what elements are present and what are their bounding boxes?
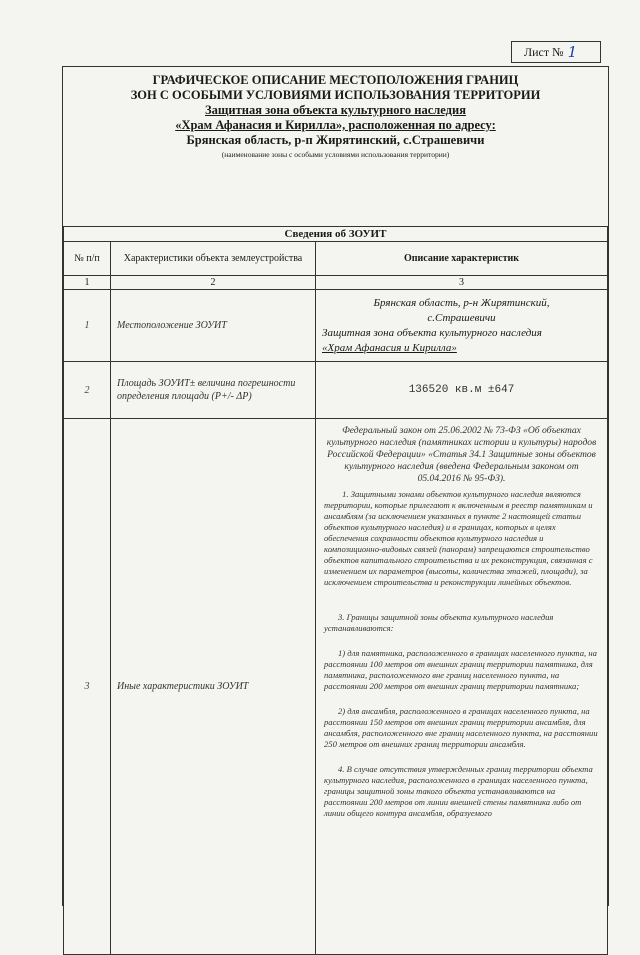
section-title: Сведения об ЗОУИТ xyxy=(64,227,608,242)
table-row xyxy=(64,419,608,955)
table-row xyxy=(64,362,608,419)
location-line-1: Брянская область, р-н Жирятинский, xyxy=(373,296,550,309)
sheet-number-box xyxy=(511,41,601,63)
paragraph-3: 3. Границы защитной зоны объекта культурного наследия устанавливаются: xyxy=(324,612,554,633)
col-header-characteristic: Характеристики объекта землеустройства xyxy=(111,242,316,276)
zouit-table xyxy=(63,226,608,955)
area-value: 136520 кв.м ±647 xyxy=(316,362,608,419)
col-number-1: 1 xyxy=(64,276,111,290)
row-number: 2 xyxy=(64,362,111,419)
row-number: 3 xyxy=(64,419,111,955)
location-line-2: с.Страшевичи xyxy=(427,311,496,324)
row-characteristic: Иные характеристики ЗОУИТ xyxy=(111,419,316,955)
paragraph-3-1: 1) для памятника, расположенного в границах населенного пункта, на расстоянии 100 метров от внешних границ территории памятника, для памятника, расположенного вне границ населенного пункта, на расстоянии 200 метров от внешних границ территории памятника; xyxy=(324,648,597,691)
col-number-3: 3 xyxy=(316,276,608,290)
location-line-4: «Храм Афанасия и Кирилла» xyxy=(322,341,457,354)
sheet-number: 1 xyxy=(567,43,578,61)
paragraph-3-2: 2) для ансамбля, расположенного в границах населенного пункта, на расстоянии 150 метров от внешних границ территории ансамбля, для ансамбля, расположенного вне границ населенного пункта, на расстоянии 250 метров от внешних границ территории ансамбля. xyxy=(324,706,598,749)
row-description xyxy=(316,290,608,362)
paragraph-1: территории, которые прилегают к включенным в реестр памятникам и ансамблям (за исключением указанных в пункте 2 настоящей статьи объектов культурного наследия) и в границах, которых в целях обеспечения сохранности объектов культурного наследия и композиционно-видовых связей (панорам) запрещаются строительство объектов капитального строительства и их реконструкция, связанная с изменением их параметров (высоты, количества этажей, площади), за исключением строительства и реконструкции линейных объектов. xyxy=(324,500,593,587)
col-header-description: Описание характеристик xyxy=(316,242,608,276)
paragraph-1-head: 1. Защитными зонами объектов культурного наследия являются xyxy=(342,489,581,499)
location-line-3: Защитная зона объекта культурного наследия xyxy=(322,326,542,339)
header-line-2: ЗОН С ОСОБЫМИ УСЛОВИЯМИ ИСПОЛЬЗОВАНИЯ ТЕРРИТОРИИ xyxy=(130,88,541,102)
paragraph-4: 4. В случае отсутствия утвержденных границ территории объекта культурного наследия, расположенного в границах населенного пункта, границы защитной зоны такого объекта устанавливаются на расстоянии 200 метров от линии внешней стены памятника либо от линии общего контура ансамбля, образуемого xyxy=(324,764,593,818)
table-row xyxy=(64,290,608,362)
sheet-label: Лист № xyxy=(524,44,564,59)
law-title: Федеральный закон от 25.06.2002 № 73-ФЗ «Об объектах культурного наследия (памятниках истории и культуры) народов Российской Федерации» «Статья 34.1 Защитные зоны объектов культурного наследия (введена Федеральным законом от 05.04.2016 № 95-ФЗ). xyxy=(326,425,597,484)
row-number: 1 xyxy=(64,290,111,362)
col-header-num: № п/п xyxy=(64,242,111,276)
zone-caption: (наименование зоны с особыми условиями использования территории) xyxy=(221,150,450,159)
row-characteristic: Площадь ЗОУИТ± величина погрешности определения площади (P+/- ΔP) xyxy=(111,362,316,419)
zone-name-line-2: «Храм Афанасия и Кирилла», расположенная по адресу: xyxy=(175,118,496,132)
zone-address: Брянская область, р-п Жирятинский, с.Страшевичи xyxy=(186,133,485,147)
row-characteristic: Местоположение ЗОУИТ xyxy=(111,290,316,362)
document-header xyxy=(63,73,608,148)
col-number-2: 2 xyxy=(111,276,316,290)
zone-name-line-1: Защитная зона объекта культурного наследия xyxy=(205,103,466,117)
row-description xyxy=(316,419,608,955)
document-frame xyxy=(62,66,609,906)
header-line-1: ГРАФИЧЕСКОЕ ОПИСАНИЕ МЕСТОПОЛОЖЕНИЯ ГРАНИЦ xyxy=(152,73,519,87)
